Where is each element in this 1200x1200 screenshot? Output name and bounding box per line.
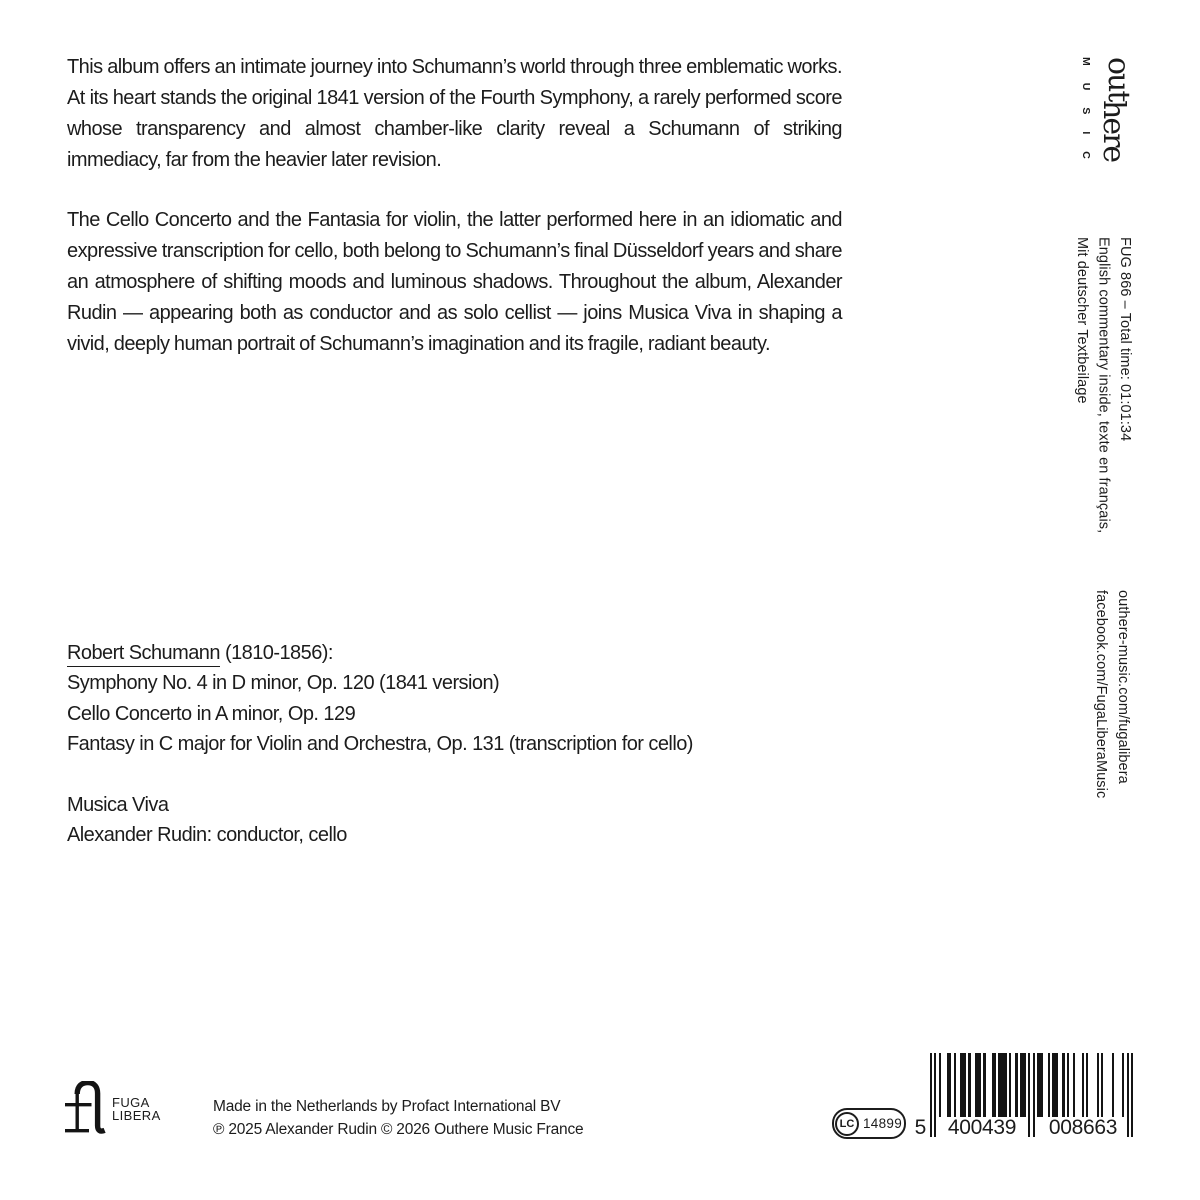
fuga-libera-wordmark-line2: LIBERA	[112, 1107, 161, 1123]
barcode-digit-first: 5	[914, 1116, 926, 1139]
outhere-wordmark-out: out	[1101, 57, 1136, 101]
commentary-line-2: Mit deutscher Textbeilage	[1074, 237, 1090, 404]
lc-badge	[832, 1108, 906, 1139]
made-in-line: Made in the Netherlands by Profact International BV	[213, 1098, 561, 1115]
description-paragraph-1: This album offers an intimate journey into Schumann’s world through three emblematic works. At its heart stands the original 1841 version of the Fourth Symphony, a rarely performed score whose transparency and almost chamber-like clarity reveal a Schumann of striking immediacy, far from the heavier later revision.	[67, 56, 842, 171]
work-item-cello-concerto: Cello Concerto in A minor, Op. 129	[67, 702, 356, 725]
lc-number: 14899	[863, 1116, 903, 1131]
outhere-music-logo	[1073, 57, 1137, 176]
composer-dates: (1810-1856):	[219, 642, 333, 664]
fuga-libera-wordmark	[112, 1097, 161, 1122]
outhere-wordmark-here: here	[1096, 100, 1131, 162]
album-description	[67, 52, 842, 360]
production-credits	[213, 1095, 583, 1141]
facebook-url: facebook.com/FugaLiberaMusic	[1093, 590, 1109, 799]
composer-name: Robert Schumann	[67, 642, 220, 667]
outhere-wordmark-music: MUSIC	[1080, 57, 1092, 176]
catalog-info	[1071, 237, 1136, 533]
barcode	[914, 1053, 1133, 1139]
barcode-digits-right: 008663	[1048, 1116, 1118, 1139]
work-item-symphony: Symphony No. 4 in D minor, Op. 120 (1841 version)	[67, 672, 500, 695]
label-urls	[1090, 590, 1134, 798]
conductor-credit: Alexander Rudin: conductor, cello	[67, 824, 347, 847]
lc-label: LC	[835, 1112, 859, 1136]
ensemble-name: Musica Viva	[67, 793, 169, 816]
description-paragraph-2: The Cello Concerto and the Fantasia for violin, the latter performed here in an idiomatic and expressive transcription for cello, both belong to Schumann’s final Düsseldorf years and share an atmosphere of shifting moods and luminous shadows. Throughout the album, Alexander Rudin — appearing both as conductor and as solo cellist — joins Musica Viva in shaping a vivid, deeply human portrait of Schumann’s imagination and its fragile, radiant beauty.	[67, 209, 842, 355]
composer-line	[67, 638, 693, 668]
fuga-libera-logo-icon	[64, 1081, 106, 1134]
copyright-line: ℗ 2025 Alexander Rudin © 2026 Outhere Music France	[213, 1121, 584, 1138]
outhere-wordmark	[1096, 57, 1137, 176]
fuga-libera-wordmark-line1: FUGA	[112, 1095, 150, 1110]
website-url: outhere-music.com/fugalibera	[1115, 590, 1131, 784]
work-item-fantasy: Fantasy in C major for Violin and Orchestra, Op. 131 (transcription for cello)	[67, 733, 693, 756]
barcode-digits-left: 400439	[947, 1116, 1017, 1139]
work-listing	[67, 638, 693, 850]
performers	[67, 790, 693, 851]
catalog-number-line: FUG 866 – Total time: 01:01:34	[1117, 237, 1133, 442]
commentary-line-1: English commentary inside, texte en français,	[1095, 237, 1112, 534]
